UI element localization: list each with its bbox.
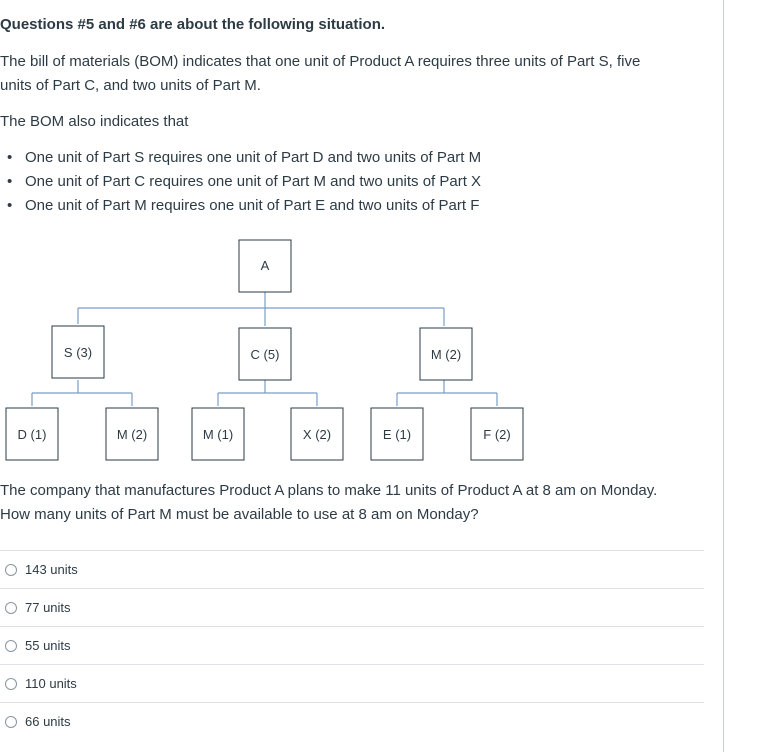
bom-also-text: The BOM also indicates that [0,113,189,130]
answer-option[interactable] [0,588,704,626]
node-m-label: M (2) [430,347,462,362]
bullet-dot: • [7,149,13,166]
answer-label: 55 units [25,638,71,653]
answer-choices [0,550,704,740]
bom-description-line-2: units of Part C, and two units of Part M. [0,77,261,94]
bullet-text: One unit of Part M requires one unit of Part E and two units of Part F [25,197,480,214]
answer-label: 143 units [25,562,78,577]
answer-option[interactable] [0,626,704,664]
answer-option[interactable] [0,664,704,702]
radio-button[interactable] [5,678,17,690]
radio-button[interactable] [5,640,17,652]
answer-label: 77 units [25,600,71,615]
answer-label: 66 units [25,714,71,729]
node-x-label: X (2) [302,427,332,442]
node-m1-label: M (1) [202,427,234,442]
bom-description-line-1: The bill of materials (BOM) indicates that one unit of Product A requires three units of Part S, five [0,53,641,70]
answer-option[interactable] [0,550,704,588]
bom-description [0,50,700,98]
answer-label: 110 units [25,676,77,691]
bullet-item [0,146,481,170]
node-e-label: E (1) [382,427,412,442]
answer-option[interactable] [0,702,704,740]
right-divider [723,0,724,752]
radio-button[interactable] [5,564,17,576]
bullet-item [0,170,481,194]
node-c-label: C (5) [250,347,280,362]
node-f-label: F (2) [483,427,511,442]
radio-button[interactable] [5,602,17,614]
question-prompt [0,479,700,527]
bom-tree-diagram [0,230,540,466]
bullet-text: One unit of Part S requires one unit of Part D and two units of Part M [25,149,482,166]
node-m2-label: M (2) [116,427,148,442]
node-s-label: S (3) [63,345,93,360]
question-prompt-line-1: The company that manufactures Product A plans to make 11 units of Product A at 8 am on Monday. [0,482,658,499]
bullet-dot: • [7,197,13,214]
question-heading: Questions #5 and #6 are about the following situation. [0,16,386,33]
node-d-label: D (1) [17,427,47,442]
radio-button[interactable] [5,716,17,728]
bullet-text: One unit of Part C requires one unit of Part M and two units of Part X [25,173,482,190]
node-a-label: A [260,258,270,273]
bullet-dot: • [7,173,13,190]
bullet-item [0,194,481,218]
question-prompt-line-2: How many units of Part M must be available to use at 8 am on Monday? [0,506,479,523]
bom-bullet-list [0,146,481,218]
